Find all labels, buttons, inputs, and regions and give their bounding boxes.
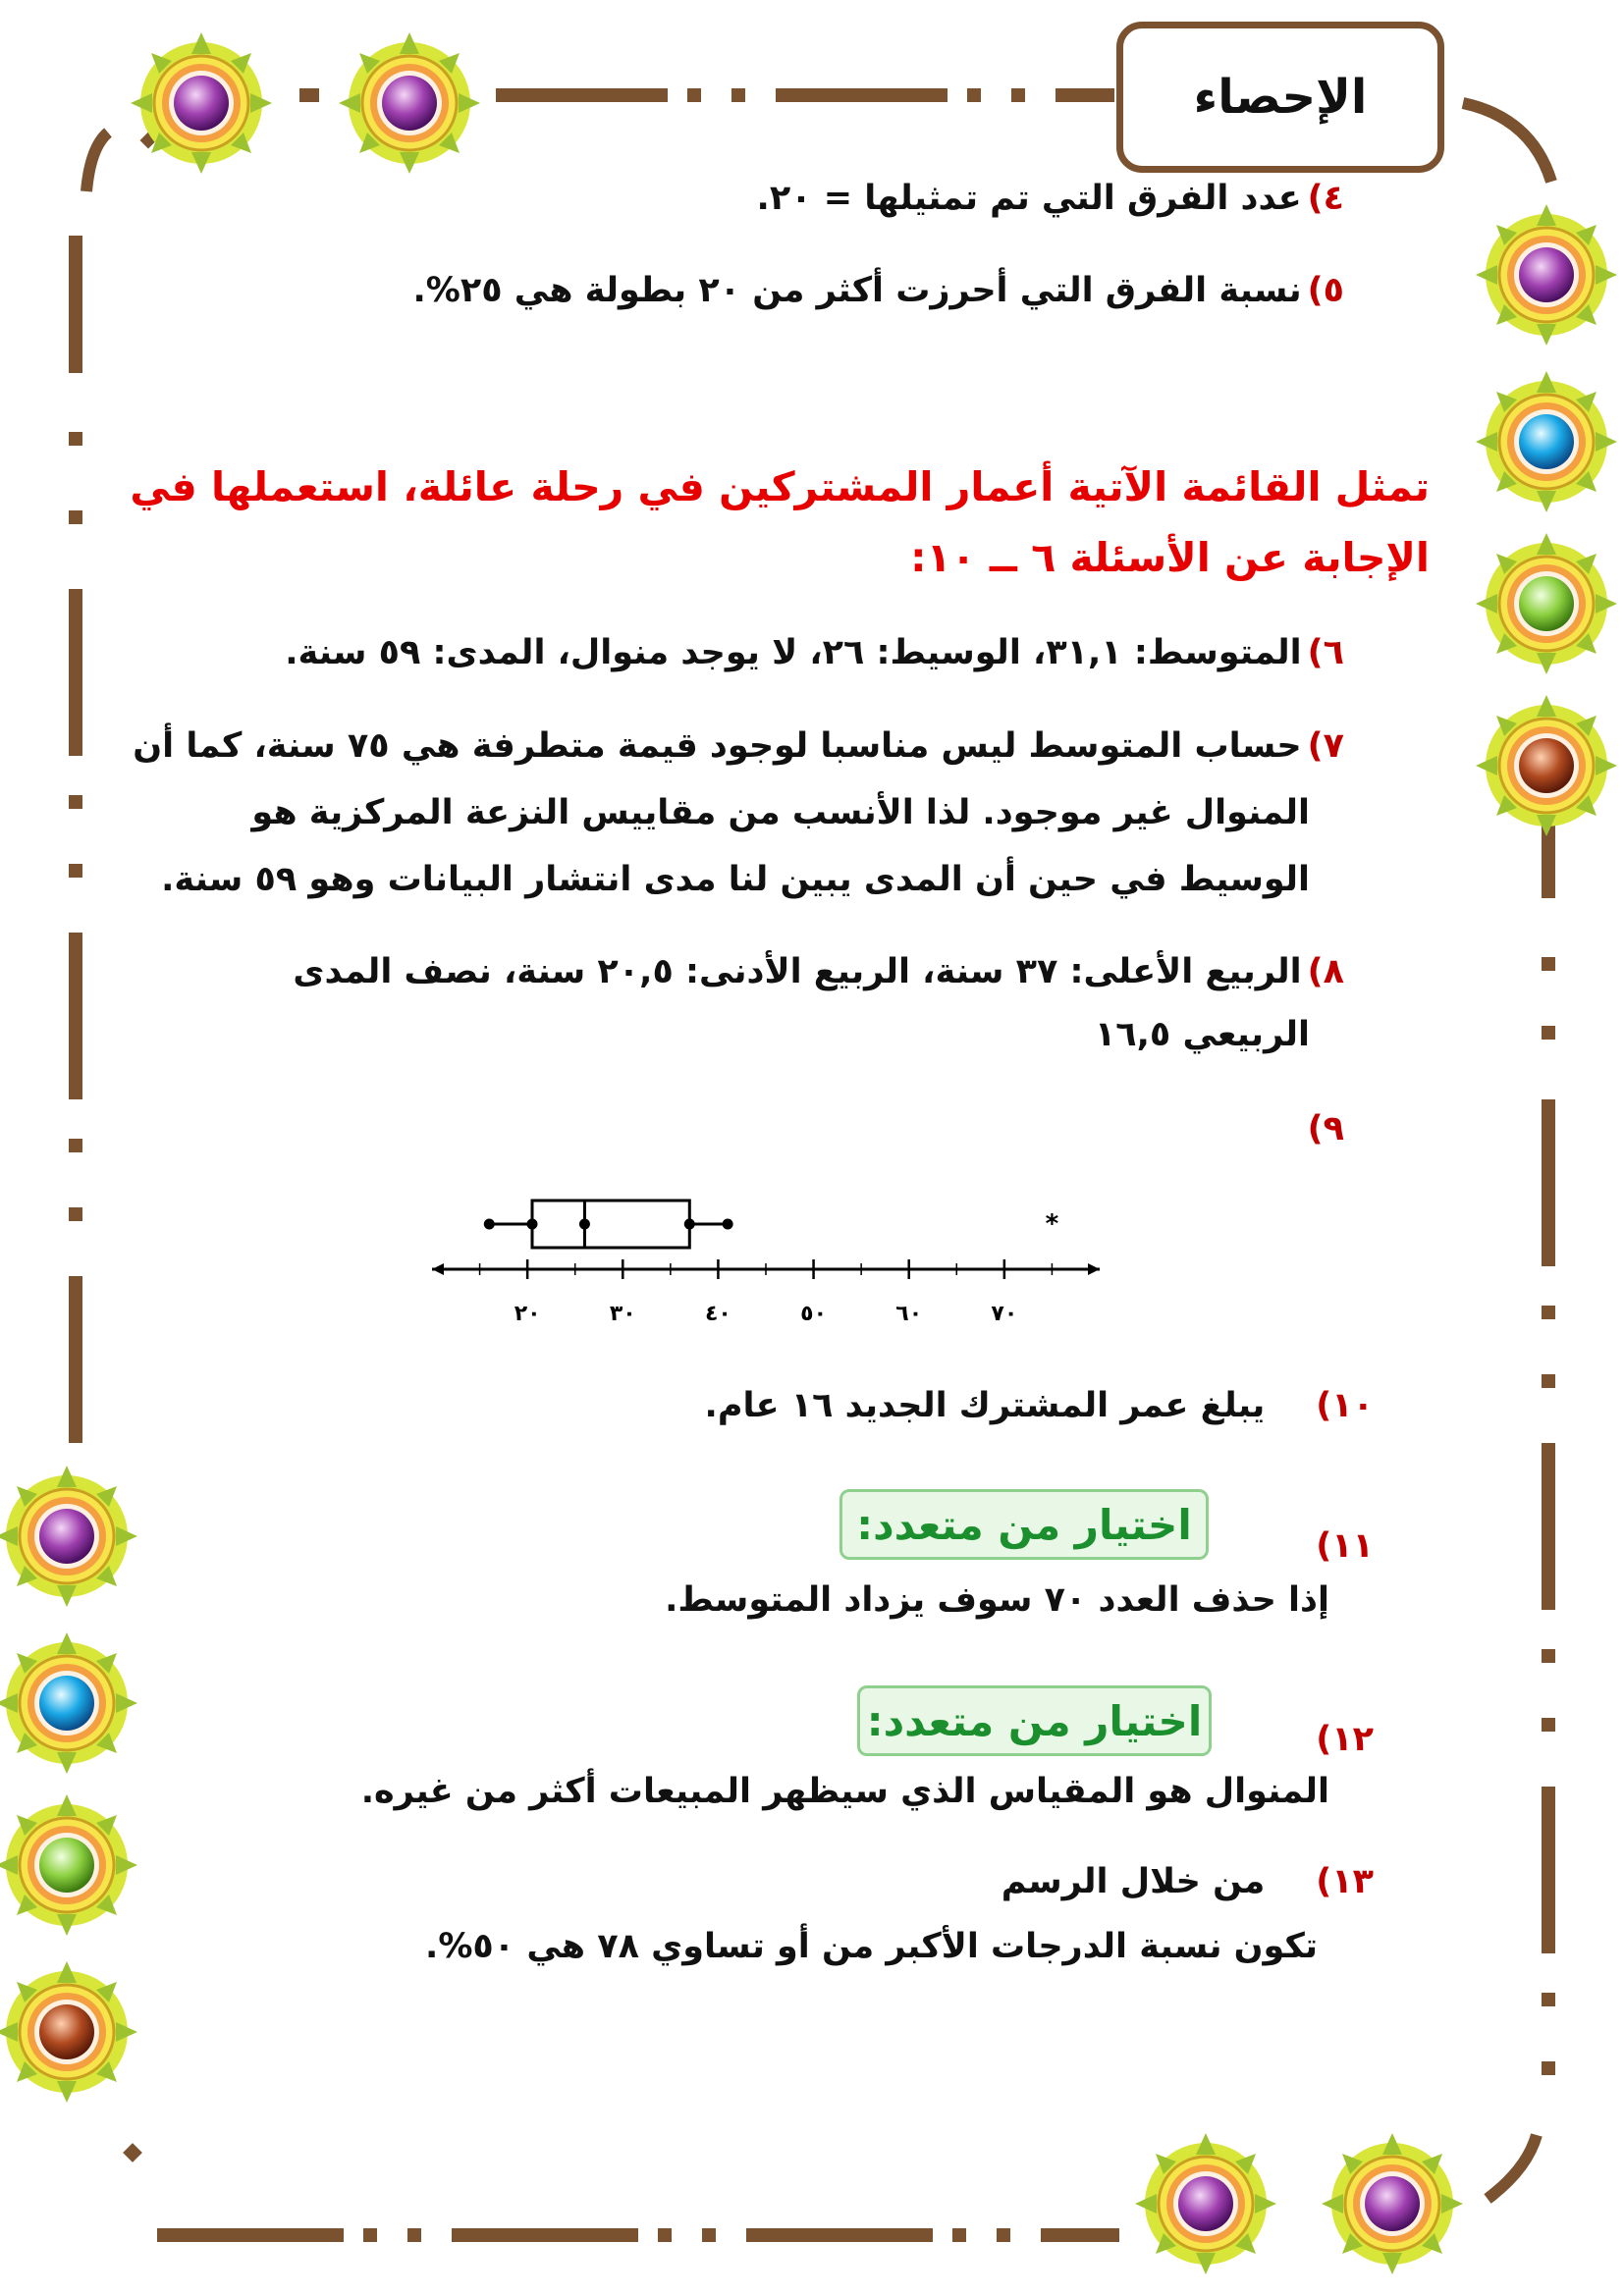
flower-left-2 — [0, 1632, 137, 1774]
flower-right-4 — [1476, 695, 1617, 836]
axis-tick-label: ٤٠ — [704, 1302, 731, 1326]
question-12-badge: اختيار من متعدد: — [857, 1685, 1212, 1756]
question-7-line3: الوسيط في حين أن المدى يبين لنا مدى انتشار البيانات وهو ٥٩ سنة. — [161, 860, 1310, 899]
flower-right-1 — [1476, 204, 1617, 346]
axis-arrow-right — [1088, 1263, 1100, 1275]
question-12-number-line — [1310, 1720, 1374, 1759]
question-13-number: ١٣) — [1316, 1862, 1374, 1901]
question-7-number: ٧) — [1307, 726, 1344, 766]
section-intro-line2: الإجابة عن الأسئلة ٦ ــ ١٠: — [910, 534, 1430, 581]
point-q3 — [684, 1219, 695, 1230]
item-5-number: ٥) — [1307, 271, 1344, 310]
question-11-number-line — [1310, 1526, 1374, 1566]
outlier-marker: * — [1045, 1209, 1059, 1239]
question-13-line1 — [1001, 1862, 1374, 1901]
axis-arrow-left — [432, 1263, 444, 1275]
point-q1 — [527, 1219, 538, 1230]
item-4-text: عدد الفرق التي تم تمثيلها = ٢٠. — [756, 179, 1302, 218]
axis-tick-label: ٣٠ — [609, 1302, 636, 1326]
question-12-number: ١٢) — [1316, 1720, 1374, 1759]
axis-tick-label: ٢٠ — [514, 1302, 541, 1326]
question-11-number: ١١) — [1316, 1526, 1374, 1566]
page-title: الإحصاء — [1116, 22, 1444, 173]
axis-tick-label: ٥٠ — [800, 1302, 828, 1326]
item-4 — [757, 179, 1344, 218]
point-median — [579, 1219, 590, 1230]
question-9 — [1302, 1109, 1344, 1148]
flower-right-2 — [1476, 371, 1617, 512]
question-7-line2: المنوال غير موجود. لذا الأنسب من مقاييس النزعة المركزية هو — [251, 793, 1310, 832]
question-6-text: المتوسط: ٣١,١، الوسيط: ٢٦، لا يوجد منوال، المدى: ٥٩ سنة. — [285, 633, 1302, 672]
flower-right-3 — [1476, 533, 1617, 674]
point-min — [484, 1219, 495, 1230]
point-max — [723, 1219, 733, 1230]
flower-left-3 — [0, 1794, 137, 1936]
question-11-text: إذا حذف العدد ٧٠ سوف يزداد المتوسط. — [665, 1580, 1329, 1620]
flower-top-left-1 — [131, 32, 272, 174]
item-4-number: ٤) — [1307, 179, 1344, 218]
flower-bottom-2 — [1322, 2133, 1463, 2274]
question-8-text-1: الربيع الأعلى: ٣٧ سنة، الربيع الأدنى: ٢٠,٥ سنة، نصف المدى — [293, 952, 1302, 991]
item-5 — [412, 271, 1344, 310]
flower-top-left-2 — [339, 32, 480, 174]
question-8-number: ٨) — [1307, 952, 1344, 991]
flower-bottom-1 — [1135, 2133, 1276, 2274]
question-9-number: ٩) — [1307, 1109, 1344, 1148]
question-13-line2: تكون نسبة الدرجات الأكبر من أو تساوي ٧٨ هي ٥٠%. — [425, 1927, 1318, 1966]
item-5-text: نسبة الفرق التي أحرزت أكثر من ٢٠ بطولة هي ٢٥%. — [412, 271, 1302, 310]
question-11-badge: اختيار من متعدد: — [839, 1489, 1209, 1560]
axis-tick-label: ٦٠ — [895, 1302, 923, 1326]
question-12-text: المنوال هو المقياس الذي سيظهر المبيعات أكثر من غيره. — [360, 1772, 1329, 1811]
question-10-number: ١٠) — [1316, 1386, 1374, 1425]
question-6 — [285, 633, 1344, 672]
section-intro-line1: تمثل القائمة الآتية أعمار المشتركين في رحلة عائلة، استعملها في — [130, 463, 1430, 510]
question-13-text-1: من خلال الرسم — [1001, 1862, 1266, 1901]
question-6-number: ٦) — [1307, 633, 1344, 672]
flower-left-4 — [0, 1961, 137, 2103]
box-iqr — [532, 1201, 689, 1248]
question-10 — [705, 1386, 1374, 1425]
axis-tick-label: ٧٠ — [991, 1302, 1018, 1326]
flower-left-1 — [0, 1466, 137, 1607]
question-8-line2: الربيعي ١٦,٥ — [1094, 1015, 1310, 1054]
question-10-text: يبلغ عمر المشترك الجديد ١٦ عام. — [704, 1386, 1266, 1425]
box-plot-chart — [412, 1183, 1119, 1340]
question-7-text-1: حساب المتوسط ليس مناسبا لوجود قيمة متطرفة هي ٧٥ سنة، كما أن — [133, 726, 1302, 766]
question-8-line1 — [293, 952, 1344, 991]
question-7-line1 — [133, 726, 1344, 766]
